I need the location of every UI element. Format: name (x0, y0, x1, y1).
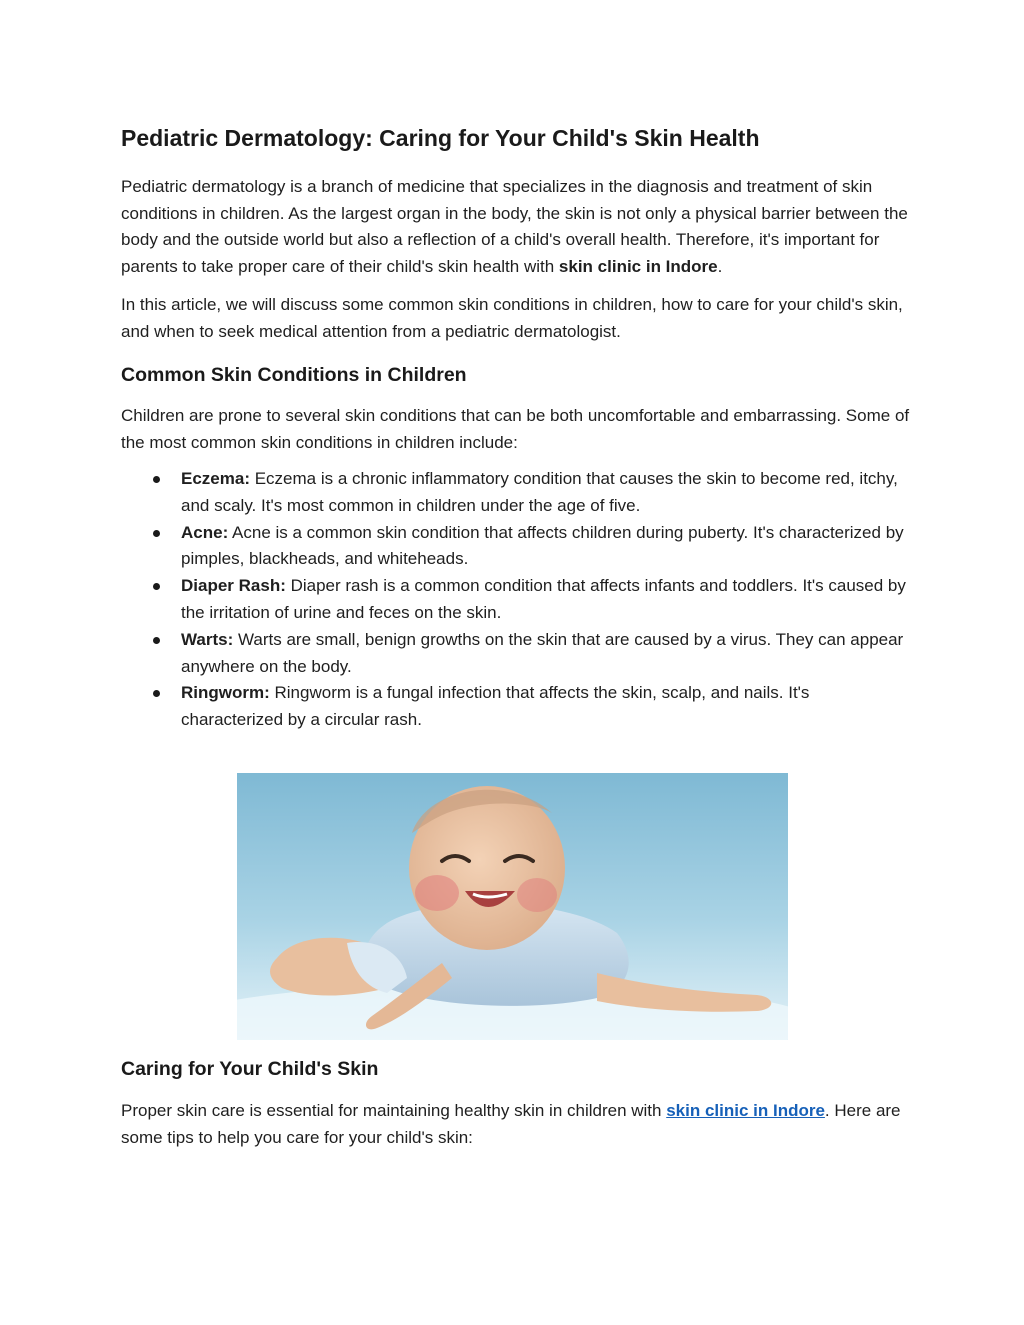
intro-text: Pediatric dermatology is a branch of medicine that specializes in the diagnosis and treatment of skin conditions in children. As the largest organ in the body, the skin is not only a physical barrier between the body and the outside world but also a reflection of a child's overall health. Therefore, it's important for parents to take proper care of their child's skin health with (121, 177, 908, 276)
list-item (121, 520, 911, 574)
section-heading-conditions: Common Skin Conditions in Children (121, 364, 467, 386)
intro-bold-keyword: skin clinic in Indore (558, 256, 718, 276)
conditions-intro: Children are prone to several skin conditions that can be both uncomfortable and embarrassing. Some of the most common skin conditions in children include: (121, 406, 910, 452)
conditions-list (121, 466, 911, 734)
page-title: Pediatric Dermatology: Caring for Your Child's Skin Health (121, 125, 760, 151)
list-item-desc: Ringworm is a fungal infection that affects the skin, scalp, and nails. It's characterized by a circular rash. (181, 683, 810, 730)
list-item-desc: Warts are small, benign growths on the skin that are caused by a virus. They can appear anywhere on the body. (181, 629, 904, 676)
list-item-term: Eczema: (181, 469, 250, 488)
article-body (121, 118, 911, 734)
list-item-term: Warts: (181, 629, 234, 649)
baby-photo (237, 773, 788, 1040)
list-item (121, 627, 911, 681)
list-item-term: Diaper Rash: (181, 576, 286, 596)
intro-paragraph (121, 174, 911, 280)
intro-paragraph-2: In this article, we will discuss some common skin conditions in children, how to care for your child's skin, and when to seek medical attention from a pediatric dermatologist. (121, 295, 903, 341)
list-item-desc: Diaper rash is a common condition that affects infants and toddlers. It's caused by the irritation of urine and feces on the skin. (181, 576, 906, 622)
caring-text-end: . Here are some tips to help you care for your child's skin: (121, 1101, 901, 1147)
list-item (121, 573, 911, 627)
list-item-term: Acne: (181, 522, 229, 542)
list-item-desc: Eczema is a chronic inflammatory condition that causes the skin to become red, itchy, and scaly. It's most common in children under the age of five. (181, 469, 898, 515)
section-heading-caring: Caring for Your Child's Skin (121, 1058, 379, 1080)
skin-clinic-link[interactable]: skin clinic in Indore (666, 1101, 825, 1120)
list-item-term: Ringworm: (181, 683, 270, 703)
list-item (121, 466, 911, 520)
intro-end: . (717, 256, 723, 276)
caring-text: Proper skin care is essential for maintaining healthy skin in children with (121, 1101, 667, 1120)
list-item (121, 680, 911, 734)
caring-paragraph (121, 1098, 911, 1151)
list-item-desc: Acne is a common skin condition that affects children during puberty. It's characterized by pimples, blackheads, and whiteheads. (181, 522, 904, 569)
